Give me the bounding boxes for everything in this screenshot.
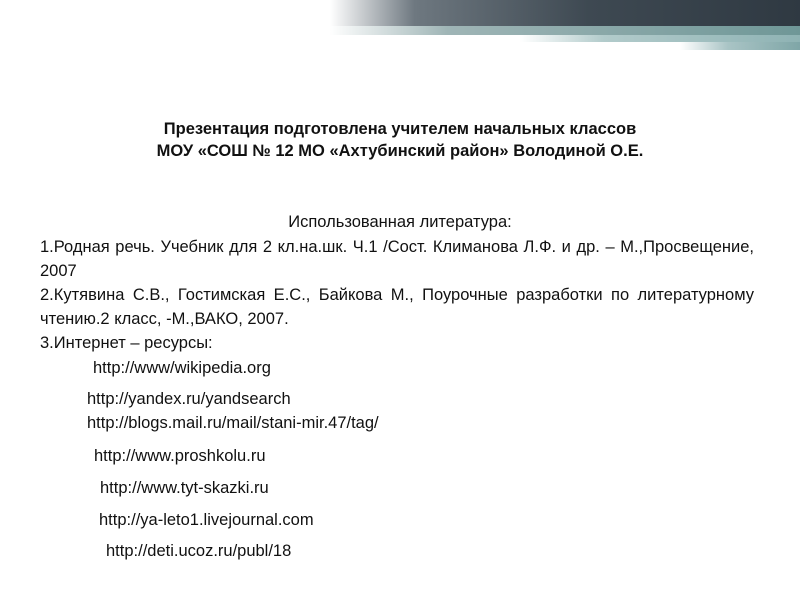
resource-link[interactable]: http://www.proshkolu.ru (94, 447, 266, 465)
title-line-1: Презентация подготовлена учителем начальных классов (163, 120, 637, 138)
resource-link[interactable]: http://yandex.ru/yandsearch (87, 390, 291, 408)
resource-link[interactable]: http://www/wikipedia.org (93, 359, 271, 377)
literature-heading: Использованная литература: (288, 213, 512, 231)
literature-list (40, 235, 754, 355)
title-line-2: МОУ «СОШ № 12 МО «Ахтубинский район» Володиной О.Е. (156, 142, 644, 160)
resource-link[interactable]: http://ya-leto1.livejournal.com (99, 511, 314, 529)
header-band-teal-light (520, 35, 800, 42)
slide-title (60, 118, 740, 162)
resource-link[interactable]: http://deti.ucoz.ru/publ/18 (106, 542, 292, 560)
literature-item: 3.Интернет – ресурсы: (40, 334, 213, 352)
literature-item: 1.Родная речь. Учебник для 2 кл.на.шк. Ч.1 /Сост. Климанова Л.Ф. и др. – М.,Просвещение, 2007 (40, 238, 754, 280)
header-band-teal (330, 26, 800, 35)
header-band-dark (330, 0, 800, 26)
header-band-teal-short (680, 42, 800, 50)
literature-item: 2.Кутявина С.В., Гостимская Е.С., Байкова М., Поурочные разработки по литературному чтению.2 класс, -М.,ВАКО, 2007. (40, 286, 754, 328)
resource-link[interactable]: http://blogs.mail.ru/mail/stani-mir.47/tag/ (87, 414, 379, 432)
resource-link[interactable]: http://www.tyt-skazki.ru (100, 479, 269, 497)
